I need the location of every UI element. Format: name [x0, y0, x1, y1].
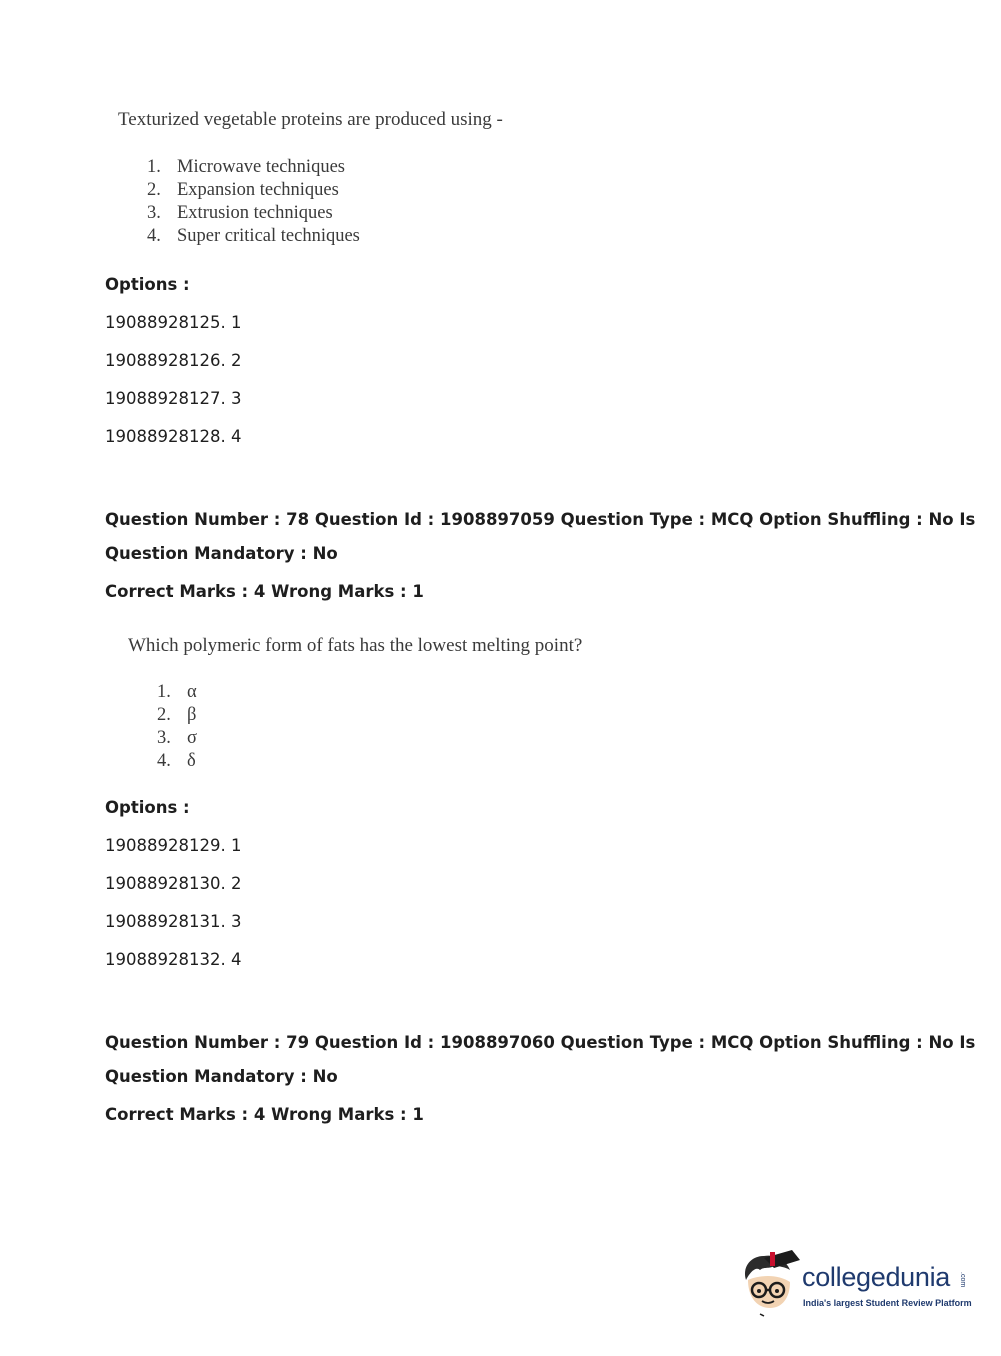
question-78-choices	[157, 681, 197, 773]
question-78-header: Question Number : 78 Question Id : 1908897059 Question Type : MCQ Option Shuffling : No Is	[105, 510, 976, 529]
option-item: 19088928127. 3	[105, 389, 242, 408]
question-79-marks: Correct Marks : 4 Wrong Marks : 1	[105, 1105, 424, 1124]
choice-item: 1. α	[157, 682, 197, 702]
choice-item: 2. β	[157, 705, 197, 725]
choice-item: 3. σ	[157, 728, 197, 748]
option-item: 19088928131. 3	[105, 912, 242, 931]
choice-item: 4. δ	[157, 751, 196, 771]
option-item: 19088928128. 4	[105, 427, 242, 446]
collegedunia-logo	[740, 1250, 975, 1320]
choice-item: 3. Extrusion techniques	[147, 203, 333, 223]
question-77-stem: Texturized vegetable proteins are produced using -	[118, 109, 503, 130]
question-78-stem: Which polymeric form of fats has the lowest melting point?	[128, 635, 583, 656]
option-item: 19088928126. 2	[105, 351, 242, 370]
logo-suffix: .com	[959, 1272, 966, 1288]
mascot-icon	[740, 1250, 802, 1320]
option-item: 19088928125. 1	[105, 313, 242, 332]
question-78-marks: Correct Marks : 4 Wrong Marks : 1	[105, 582, 424, 601]
question-79-mandatory: Question Mandatory : No	[105, 1067, 338, 1086]
logo-tagline: India's largest Student Review Platform	[803, 1298, 972, 1308]
question-79-header: Question Number : 79 Question Id : 1908897060 Question Type : MCQ Option Shuffling : No Is	[105, 1033, 976, 1052]
logo-wordmark: collegedunia	[802, 1262, 951, 1292]
options-label: Options :	[105, 798, 190, 817]
choice-item: 4. Super critical techniques	[147, 226, 360, 246]
choice-item: 1. Microwave techniques	[147, 157, 345, 177]
question-77-choices	[147, 156, 360, 248]
option-item: 19088928132. 4	[105, 950, 242, 969]
choice-item: 2. Expansion techniques	[147, 180, 339, 200]
option-item: 19088928130. 2	[105, 874, 242, 893]
options-label: Options :	[105, 275, 190, 294]
question-78-mandatory: Question Mandatory : No	[105, 544, 338, 563]
option-item: 19088928129. 1	[105, 836, 242, 855]
